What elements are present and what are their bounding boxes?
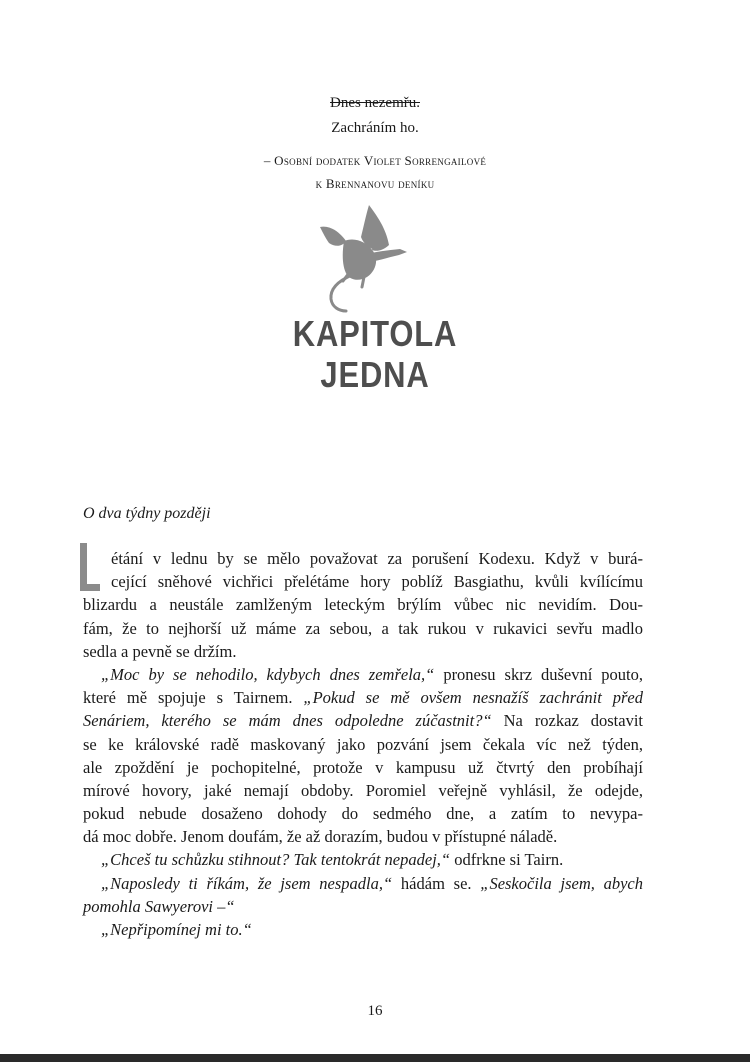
dragon-icon bbox=[316, 203, 408, 313]
dialogue: Senáriem, kterého se mám dnes odpoledne zúčastnit?“ bbox=[83, 711, 492, 731]
narration: které mě spojuje s Tairnem. bbox=[83, 688, 304, 708]
narration: hádám se. bbox=[392, 873, 481, 893]
text-line: blizardu a neustále zamlženým leteckým brýlím vůbec nic nevidím. Dou- bbox=[83, 595, 643, 615]
dialogue: „Nepřipomínej mi to.“ bbox=[101, 920, 252, 939]
epigraph-struck-line: Dnes nezemřu. bbox=[330, 95, 420, 111]
text-line bbox=[83, 686, 643, 709]
text-line: dá moc dobře. Jenom doufám, že až dorazím, budou v přístupné náladě. bbox=[83, 827, 558, 847]
text-line: ale zpoždění je pochopitelné, protože v kampusu už čtvrtý den probíhají bbox=[83, 757, 643, 777]
page-bottom-edge bbox=[0, 1054, 750, 1062]
text-line: fám, že to nejhorší už máme za sebou, a tak rukou v rukavici sevřu madlo bbox=[83, 618, 643, 638]
text-line bbox=[83, 848, 643, 871]
text-line: cející sněhové vichřici přelétáme hory poblíž Basgiathu, kvůli kvílícímu bbox=[111, 572, 643, 592]
text-line: pokud nebude dosaženo dohody do sedmého dne, a zatím to nevypa- bbox=[83, 804, 643, 824]
dialogue: „Naposledy ti říkám, že jsem nespadla,“ bbox=[101, 873, 393, 893]
page-number: 16 bbox=[367, 1003, 383, 1019]
narration: odfrkne si Tairn. bbox=[450, 850, 564, 870]
dialogue: „Moc by se nehodilo, kdybych dnes zemřela,“ bbox=[101, 664, 435, 684]
dialogue: „Pokud se mě ovšem nesnažíš zachránit před bbox=[303, 688, 643, 708]
text-line: se ke královské radě maskovaný jako pozvání jsem čekala víc než týden, bbox=[83, 734, 643, 754]
text-line bbox=[83, 872, 643, 895]
chapter-title-line-1: KAPITOLA bbox=[292, 313, 458, 354]
body-text bbox=[83, 547, 643, 941]
narration: pronesu skrz duševní pouto, bbox=[434, 664, 643, 684]
text-line bbox=[83, 895, 643, 918]
epigraph-line: Zachráním ho. bbox=[331, 120, 419, 136]
chapter-subheading: O dva týdny později bbox=[83, 505, 211, 522]
narration: Na rozkaz dostavit bbox=[491, 711, 643, 731]
dialogue: „Chceš tu schůzku stihnout? Tak tentokrát nepadej,“ bbox=[101, 850, 451, 870]
text-line: mírové hovory, jaké nemají obdoby. Poromiel veřejně vyhlásil, že odejde, bbox=[83, 780, 643, 800]
text-line: sedla a pevně se držím. bbox=[83, 641, 237, 661]
text-line bbox=[83, 918, 643, 941]
text-line bbox=[83, 663, 643, 686]
dialogue: pomohla Sawyerovi –“ bbox=[83, 896, 235, 916]
epigraph-attribution-cont: k Brennanovu deníku bbox=[315, 176, 435, 191]
chapter-title-line-2: JEDNA bbox=[320, 354, 430, 395]
text-line: étání v lednu by se mělo považovat za porušení Kodexu. Když v burá- bbox=[111, 549, 643, 568]
text-line bbox=[83, 709, 643, 732]
dialogue: „Seskočila jsem, abych bbox=[480, 873, 643, 893]
epigraph-attribution: – Osobní dodatek Violet Sorrengailové bbox=[263, 153, 487, 168]
